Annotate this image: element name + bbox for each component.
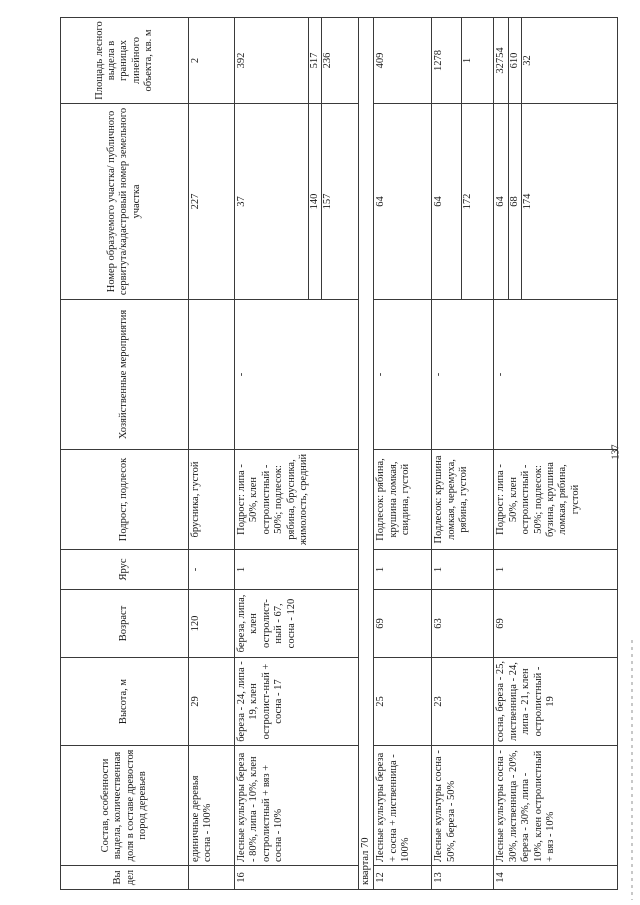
- page-number: 137: [610, 444, 622, 460]
- header-activities: Хозяйственные мероприятия: [61, 300, 189, 450]
- plot-value: 64: [433, 196, 445, 207]
- cell-height: береза - 24, липа - 19, клен остролист-ный + сосна - 17: [235, 658, 359, 746]
- cell-composition: Лесные культуры береза + сосна + лиственница - 100%: [374, 746, 432, 866]
- plot-value: 172: [461, 104, 474, 299]
- rotated-table-container: [60, 18, 616, 890]
- cell-area: [494, 18, 618, 104]
- plot-value: 227: [190, 193, 201, 210]
- plot-value: 64: [375, 196, 387, 207]
- area-value: 32: [521, 18, 534, 103]
- cell-composition: Лесные культуры сосна - 30%, лиственница - 20%, береза - 30%, липа - 10%, клен остролистный + вяз - 10%: [494, 746, 618, 866]
- header-yarus: Ярус: [61, 550, 189, 590]
- cell-plot: [494, 104, 618, 300]
- cell-plot: [235, 104, 359, 300]
- header-age: Возраст: [61, 590, 189, 658]
- cell-area: [374, 18, 432, 104]
- plot-value: 68: [508, 104, 521, 299]
- document-sheet: [60, 18, 616, 890]
- table-row: [189, 18, 235, 890]
- header-area: Площадь лесного выдела в границах линейного объекта, кв. м: [61, 18, 189, 104]
- table-row: [235, 18, 359, 890]
- area-value: 517: [308, 18, 321, 103]
- scan-artifact-line: [631, 640, 633, 900]
- cell-activities: -: [374, 300, 432, 450]
- cell-age: 63: [432, 590, 494, 658]
- header-composition: Состав, особенности выдела, количественная доля в составе древостоя пород деревьев: [61, 746, 189, 866]
- table-row: [374, 18, 432, 890]
- cell-activities: -: [432, 300, 494, 450]
- cell-yarus: 1: [374, 550, 432, 590]
- cell-age: 69: [494, 590, 618, 658]
- cell-age: береза, липа, клен остролист-ный - 67, сосна - 120: [235, 590, 359, 658]
- cell-area: [432, 18, 494, 104]
- area-value: 2: [190, 57, 201, 64]
- cell-activities: -: [494, 300, 618, 450]
- cell-vydel: 13: [432, 866, 494, 890]
- cell-plot: [189, 104, 235, 300]
- cell-composition: Лесные культуры сосна - 50%, береза - 50%: [432, 746, 494, 866]
- plot-value: 64: [495, 196, 507, 207]
- cell-height: 25: [374, 658, 432, 746]
- cell-height: 23: [432, 658, 494, 746]
- area-value: 236: [321, 18, 334, 103]
- cell-area: [189, 18, 235, 104]
- table-row: [494, 18, 618, 890]
- cell-age: 69: [374, 590, 432, 658]
- plot-value: 37: [236, 196, 247, 207]
- area-value: 392: [236, 52, 247, 69]
- cell-vydel: [189, 866, 235, 890]
- header-height: Высота, м: [61, 658, 189, 746]
- cell-age: 120: [189, 590, 235, 658]
- cell-activities: -: [235, 300, 359, 450]
- cell-activities: [189, 300, 235, 450]
- cell-height: сосна, береза - 25, лиственница - 24, липа - 21, клен остролистный - 19: [494, 658, 618, 746]
- header-undergrowth: Подрост, подлесок: [61, 450, 189, 550]
- area-value: 610: [508, 18, 521, 103]
- area-value: 1: [461, 18, 474, 103]
- cell-plot: [432, 104, 494, 300]
- plot-value: 174: [521, 104, 534, 299]
- forest-inventory-table: [60, 17, 618, 890]
- area-value: 409: [375, 52, 387, 69]
- cell-vydel: 16: [235, 866, 359, 890]
- plot-value: 157: [321, 104, 334, 299]
- cell-undergrowth: Подлесок: крушина ломкая, черемуха, рябина, густой: [432, 450, 494, 550]
- header-vydel: Выдел: [61, 866, 189, 890]
- header-plot-number: Номер образуемого участка/ публичного сервитута/кадастровый номер земельного участка: [61, 104, 189, 300]
- area-value: 1278: [433, 50, 445, 71]
- cell-vydel: 12: [374, 866, 432, 890]
- cell-vydel: 14: [494, 866, 618, 890]
- quarter-row: [359, 18, 374, 890]
- cell-undergrowth: брусника, густой: [189, 450, 235, 550]
- area-value: 32754: [495, 47, 507, 74]
- cell-area: [235, 18, 359, 104]
- cell-composition: Лесные культуры береза - 80%, липа - 10%, клен остролистный + вяз + сосна - 10%: [235, 746, 359, 866]
- cell-yarus: 1: [494, 550, 618, 590]
- cell-yarus: 1: [432, 550, 494, 590]
- table-header-row: [61, 18, 189, 890]
- table-row: [432, 18, 494, 890]
- plot-value: 140: [308, 104, 321, 299]
- cell-undergrowth: Подрост: липа - 50%, клен остролистный - 50%; подлесок: рябина, брусника, жимолость, средний: [235, 450, 359, 550]
- cell-height: 29: [189, 658, 235, 746]
- cell-undergrowth: Подлесок: рябина, крушина ломкая, свидина, густой: [374, 450, 432, 550]
- cell-yarus: -: [189, 550, 235, 590]
- cell-undergrowth: Подрост: липа - 50%, клен остролистный - 50%; подлесок: бузина, крушина ломкая, рябина, густой: [494, 450, 618, 550]
- cell-yarus: 1: [235, 550, 359, 590]
- cell-plot: [374, 104, 432, 300]
- quarter-label: квартал 70: [359, 18, 374, 890]
- cell-composition: единичные деревья сосна - 100%: [189, 746, 235, 866]
